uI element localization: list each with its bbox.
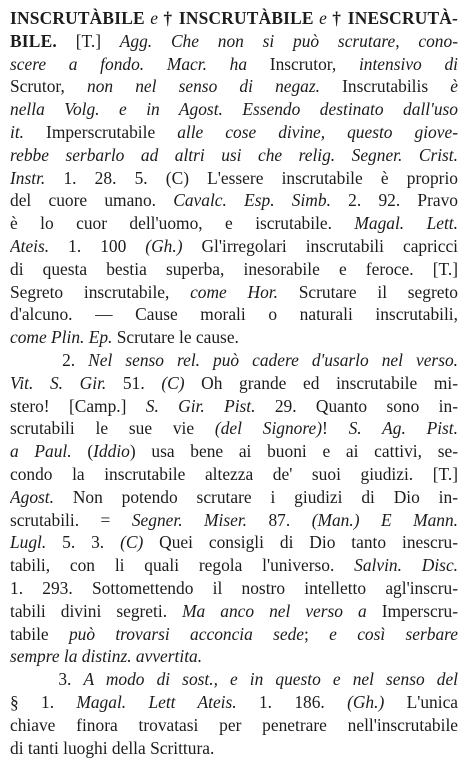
entry-text-segment: 1. 28. 5. (C) L'essere inscrutabile è proprio [63, 168, 458, 188]
entry-text-segment: Segreto inscrutabile, [10, 282, 190, 302]
entry-text-segment: Gl'irregolari inscrutabili capricci [182, 236, 458, 256]
entry-text-segment: Ma anco nel verso a [182, 601, 382, 621]
entry-text-segment: Agg. Che non si può scrutare, cono- [120, 31, 458, 51]
entry-line [10, 714, 458, 737]
entry-line [10, 577, 458, 600]
entry-line [10, 668, 458, 691]
entry-text-segment: 3. [10, 669, 83, 689]
entry-text-segment: come Hor. [190, 282, 299, 302]
entry-text-segment: Quei consigli di Dio tanto inescru- [159, 532, 458, 552]
entry-text-segment: chiave finora trovatasi per penetrare nell'inscrutabile [10, 715, 458, 735]
entry-text-segment: (del Signore) [215, 418, 322, 438]
entry-line [10, 53, 458, 76]
entry-text-segment: Magal. Lett Ateis. [76, 692, 259, 712]
entry-text-segment: Segner. Miser. [132, 510, 269, 530]
entry-text-segment: 29. Quanto sono in- [275, 396, 458, 416]
entry-text-segment: intensivo di [359, 54, 458, 74]
entry-line [10, 167, 458, 190]
entry-line [10, 7, 458, 30]
entry-text-segment: sempre la distinz. avvertita. [10, 646, 202, 666]
entry-text-segment: Inscrutor, [270, 54, 359, 74]
entry-text-segment: Imperscrutabile [46, 122, 177, 142]
entry-text-segment: Magal. Lett. [354, 213, 458, 233]
entry-line [10, 75, 458, 98]
entry-text-segment: ! [322, 418, 349, 438]
entry-text-segment: (Man.) E Mann. [312, 510, 458, 530]
entry-text-segment: d'alcuno. — Cause morali o naturali inscrutabili, [10, 304, 458, 324]
entry-text-segment: S. Ag. Pist. [349, 418, 458, 438]
entry-text-segment: di questa bestia superba, inesorabile e feroce. [T.] [10, 259, 458, 279]
entry-text-segment: Scrutor, [10, 76, 87, 96]
entry-text-segment: it. [10, 122, 46, 142]
entry-text-segment: Vit. S. Gir. [10, 373, 123, 393]
entry-text-segment: Non potendo scrutare i giudizi di Dio in- [73, 487, 458, 507]
entry-text-segment: † INESCRUTÀ- [332, 8, 458, 28]
entry-line [10, 212, 458, 235]
entry-line [10, 98, 458, 121]
entry-line [10, 691, 458, 714]
entry-text-segment: (C) [120, 532, 159, 552]
entry-text-segment: tabili, con li quali regola l'universo. [10, 555, 354, 575]
entry-line [10, 326, 458, 349]
entry-text-segment: e [314, 8, 333, 28]
entry-text-segment: 5. 3. [62, 532, 120, 552]
entry-text-segment: del cuore umano. [10, 190, 173, 210]
entry-line [10, 258, 458, 281]
entry-line [10, 303, 458, 326]
entry-text-segment: scrutabili. = [10, 510, 132, 530]
entry-text-segment: L'unica [407, 692, 458, 712]
entry-text-segment: e [145, 8, 164, 28]
entry-text-segment: Salvin. Disc. [354, 555, 458, 575]
entry-line [10, 486, 458, 509]
entry-text-segment: rebbe serbarlo ad altri usi che relig. Segner. Crist. [10, 145, 458, 165]
entry-text-segment: Scrutare le cause. [117, 327, 239, 347]
entry-text-segment: condo la inscrutabile altezza de' suoi giudizi. [T.] [10, 464, 458, 484]
entry-text-segment: A modo di sost., e in questo e nel senso del [83, 669, 458, 689]
entry-text-segment: nella Volg. e in Agost. Essendo destinato dall'uso [10, 99, 458, 119]
entry-text-segment: † INSCRUTÀBILE [163, 8, 313, 28]
entry-text-segment: [T.] [57, 31, 120, 51]
entry-text-segment: come Plin. Ep. [10, 327, 117, 347]
entry-line [10, 189, 458, 212]
entry-text [10, 7, 458, 759]
entry-text-segment: a Paul. [10, 441, 87, 461]
entry-text-segment: BILE. [10, 31, 57, 51]
entry-text-segment: Agost. [10, 487, 73, 507]
entry-text-segment: tabili divini segreti. [10, 601, 182, 621]
entry-line [10, 395, 458, 418]
entry-line [10, 349, 458, 372]
entry-text-segment: ) usa bene ai buoni e ai cattivi, se- [130, 441, 458, 461]
entry-text-segment: scrutabili le sue vie [10, 418, 215, 438]
entry-text-segment: è lo cuor dell'uomo, e iscrutabile. [10, 213, 354, 233]
entry-text-segment: Iddio [93, 441, 130, 461]
entry-text-segment: Cavalc. Esp. Simb. [173, 190, 348, 210]
entry-text-segment: 1. 186. [259, 692, 347, 712]
entry-line [10, 463, 458, 486]
entry-line [10, 737, 458, 759]
entry-line [10, 531, 458, 554]
entry-text-segment: § 1. [10, 692, 76, 712]
entry-line [10, 440, 458, 463]
entry-text-segment: e così serbare [329, 624, 458, 644]
entry-text-segment: 2. [10, 350, 88, 370]
entry-text-segment: (Gh.) [347, 692, 407, 712]
entry-text-segment: 87. [268, 510, 311, 530]
entry-text-segment: ; [304, 624, 329, 644]
entry-text-segment: è [450, 76, 458, 96]
entry-line [10, 645, 458, 668]
entry-text-segment: Instr. [10, 168, 63, 188]
entry-text-segment: tabile [10, 624, 69, 644]
entry-text-segment: Lugl. [10, 532, 62, 552]
entry-line [10, 417, 458, 440]
entry-text-segment: 51. [123, 373, 161, 393]
entry-text-segment: Nel senso rel. può cadere d'usarlo nel verso. [88, 350, 458, 370]
entry-line [10, 281, 458, 304]
entry-line [10, 144, 458, 167]
entry-text-segment: scere a fondo. Macr. ha [10, 54, 270, 74]
entry-text-segment: (Gh.) [145, 236, 182, 256]
entry-text-segment: di tanti luoghi della Scrittura. [10, 738, 214, 758]
entry-text-segment: Scrutare il segreto [299, 282, 458, 302]
entry-line [10, 121, 458, 144]
entry-text-segment: Ateis. [10, 236, 68, 256]
entry-line [10, 509, 458, 532]
entry-text-segment: ( [87, 441, 93, 461]
entry-text-segment: S. Gir. Pist. [146, 396, 275, 416]
entry-line [10, 372, 458, 395]
entry-line [10, 30, 458, 53]
entry-line [10, 554, 458, 577]
entry-line [10, 235, 458, 258]
entry-line [10, 600, 458, 623]
entry-text-segment: (C) [161, 373, 201, 393]
entry-text-segment: alle cose divine, questo giove- [177, 122, 458, 142]
entry-line [10, 623, 458, 646]
entry-text-segment: 2. 92. Pravo [348, 190, 458, 210]
entry-text-segment: Oh grande ed inscrutabile mi- [201, 373, 458, 393]
entry-text-segment: INSCRUTÀBILE [10, 8, 145, 28]
entry-text-segment: 1. 293. Sottomettendo il nostro intelletto agl'inscru- [10, 578, 458, 598]
entry-text-segment: Inscrutabilis [342, 76, 450, 96]
entry-text-segment: stero! [Camp.] [10, 396, 146, 416]
entry-text-segment: può trovarsi acconcia sede [69, 624, 304, 644]
entry-text-segment: Imperscru- [382, 601, 458, 621]
entry-text-segment: non nel senso di negaz. [87, 76, 342, 96]
entry-text-segment: 1. 100 [68, 236, 145, 256]
